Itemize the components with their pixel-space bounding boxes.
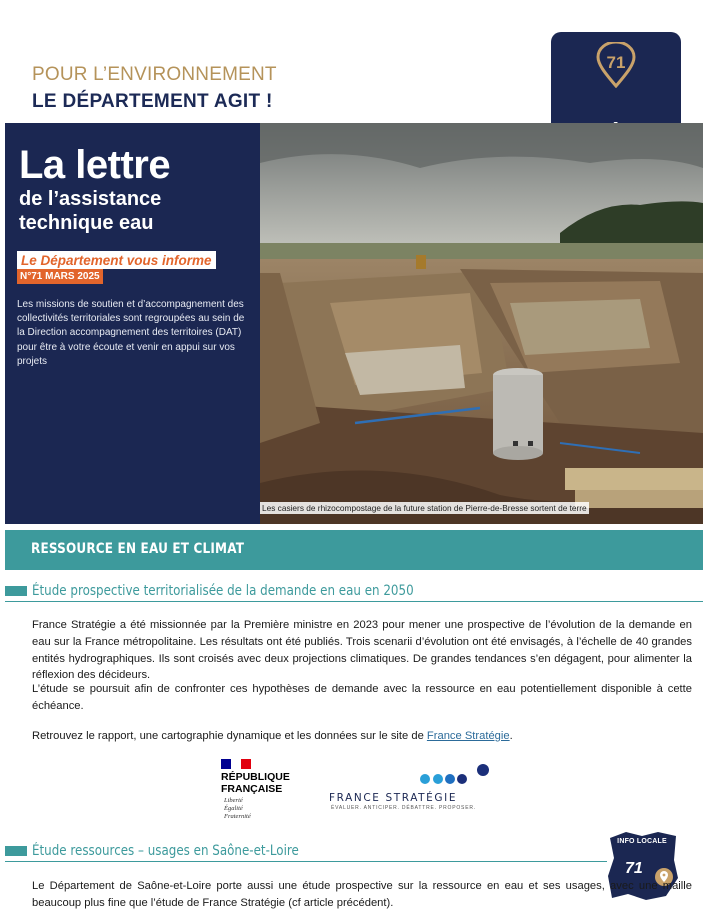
- paragraph-3-suffix: .: [509, 730, 513, 742]
- french-flag-icon: [221, 759, 251, 769]
- section-header: [5, 530, 703, 570]
- heading-marker-icon: [5, 586, 27, 596]
- hero-tagline: Le Département vous informe: [17, 251, 216, 269]
- info-locale-label: INFO LOCALE: [617, 838, 667, 845]
- photo-caption: Les casiers de rhizocompostage de la future station de Pierre-de-Bresse sortent de terre: [262, 503, 587, 513]
- france-strategie-name: FRANCE STRATÉGIE: [329, 792, 458, 804]
- france-strategie-link[interactable]: France Stratégie: [426, 730, 510, 742]
- france-strategie-tagline: ÉVALUER. ANTICIPER. DÉBATTRE. PROPOSER.: [331, 805, 476, 811]
- article-1-paragraph-3: [32, 728, 692, 745]
- article-1-heading: Étude prospective territorialisée de la demande en eau en 2050: [32, 583, 414, 599]
- kicker-line-2: LE DÉPARTEMENT AGIT !: [32, 91, 273, 112]
- rf-motto-egalite: Égalité: [224, 805, 243, 812]
- construction-site-illustration: [260, 123, 703, 524]
- department-71-emblem-icon: [596, 42, 636, 88]
- rf-line-2: FRANÇAISE: [221, 783, 283, 795]
- newsletter-title: La lettre: [19, 143, 171, 187]
- article-1-paragraph-2: L’étude se poursuit afin de confronter ces hypothèses de demande avec la ressource en eau potentiellement disponible à cette échéance.: [32, 683, 692, 712]
- article-1-paragraph-1: France Stratégie a été missionnée par la Première ministre en 2023 pour mener une prospective de l’évolution de la demande en eau sur la France métropolitaine. Les résultats ont été publiés. Trois scenarii d’évolution ont été envisagés, à l’échelle de 40 grandes entités hydrographiques. Ils sont croisés avec deux projections climatiques. De grandes tendances s’en dégagent, pour alimenter la réflexion des décideurs.: [32, 619, 692, 682]
- hero-panel: [5, 123, 260, 524]
- hero-photo: [260, 123, 703, 524]
- section-title: RESSOURCE EN EAU ET CLIMAT: [31, 541, 245, 557]
- article-2-heading-bar: [5, 840, 607, 862]
- article-2-paragraph-1: Le Département de Saône-et-Loire porte aussi une étude prospective sur la ressource en eau et ses usages, avec une maille beaucoup plus fine que l’étude de France Stratégie (cf article précédent).: [32, 880, 692, 909]
- issue-badge: N°71 MARS 2025: [17, 269, 103, 284]
- newsletter-subtitle-2: technique eau: [19, 212, 154, 234]
- france-strategie-dots-icon: [419, 764, 499, 784]
- rf-motto-fraternite: Fraternité: [224, 813, 251, 820]
- republique-francaise-logo: [221, 757, 301, 823]
- rf-motto-liberte: Liberté: [224, 797, 243, 804]
- info-locale-number: 71: [625, 860, 643, 877]
- france-strategie-logo: [329, 764, 499, 814]
- article-1-heading-bar: [5, 580, 703, 602]
- kicker-line-1: POUR L’ENVIRONNEMENT: [32, 64, 277, 85]
- hero-intro-text: Les missions de soutien et d’accompagnement des collectivités territoriales sont regroupées au sein de la Direction accompagnement des territoires (DAT) pour être à votre écoute et venir en appui sur vos projets: [17, 299, 245, 367]
- paragraph-3-prefix: Retrouvez le rapport, une cartographie dynamique et les données sur le site de: [32, 730, 427, 742]
- newsletter-subtitle-1: de l’assistance: [19, 188, 162, 210]
- emblem-number: 71: [606, 53, 626, 72]
- rf-line-1: RÉPUBLIQUE: [221, 771, 290, 783]
- heading-marker-icon: [5, 846, 27, 856]
- article-2-heading: Étude ressources – usages en Saône-et-Loire: [32, 843, 299, 859]
